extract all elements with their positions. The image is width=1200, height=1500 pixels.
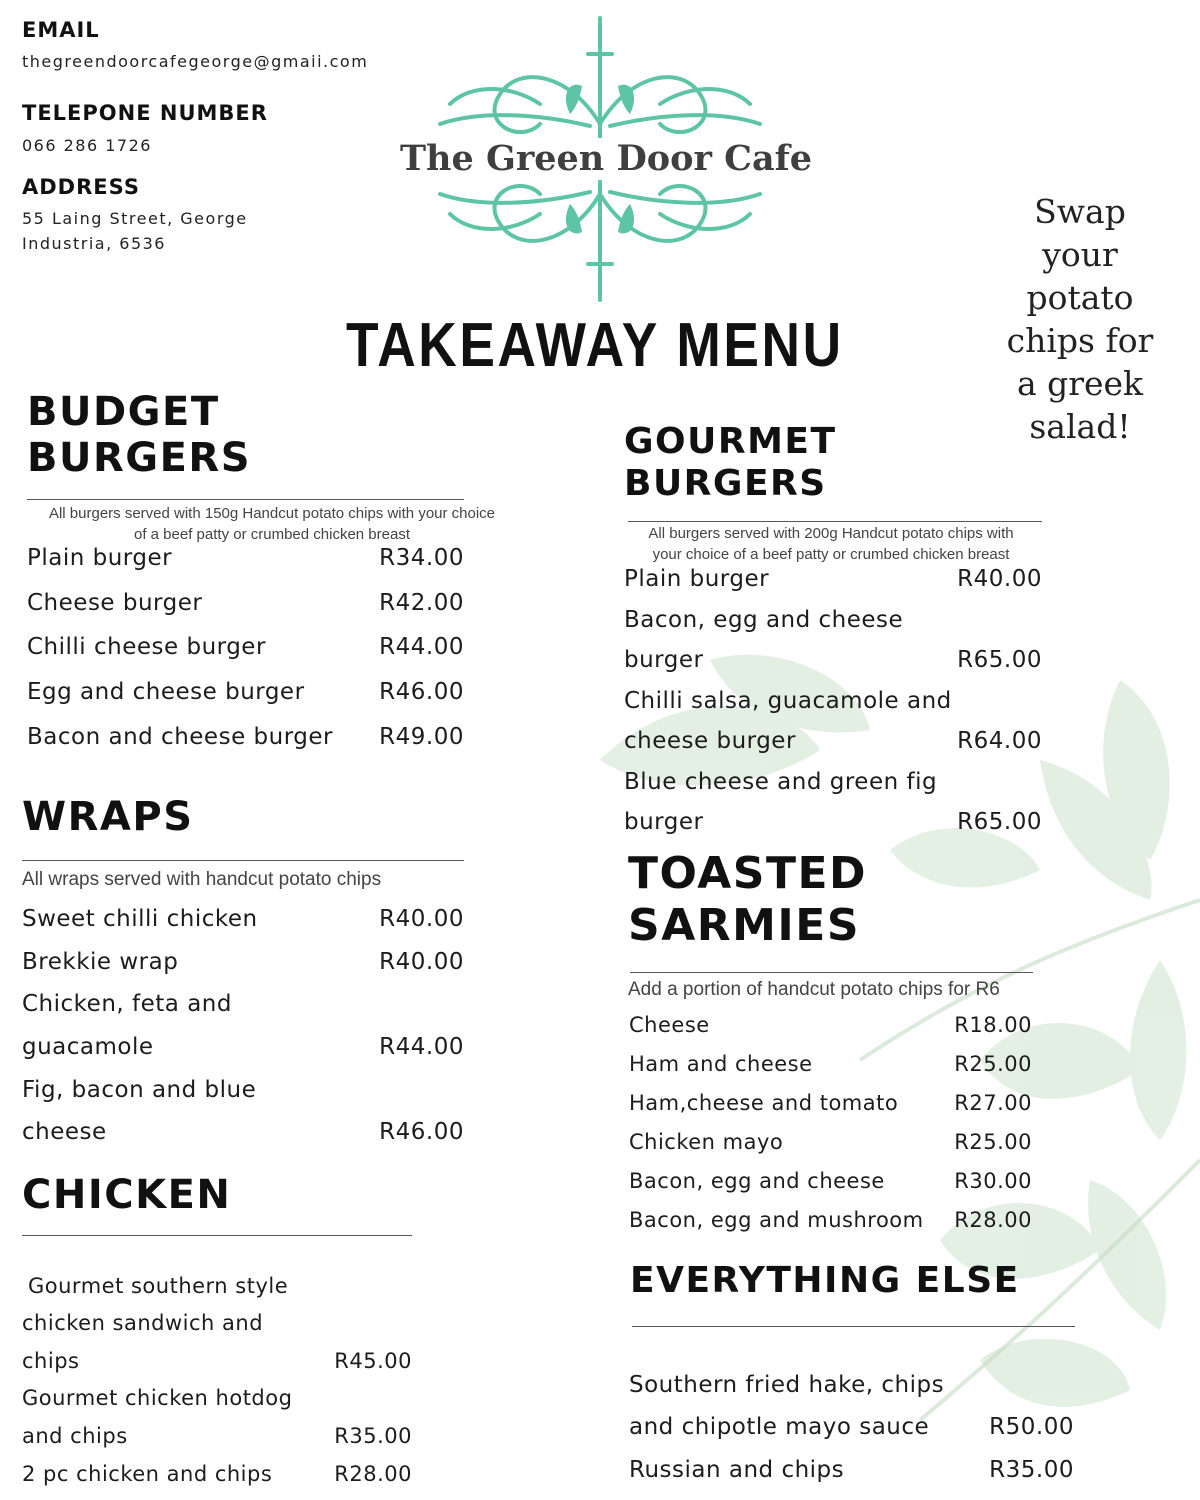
- address-line-2: Industria, 6536: [22, 234, 166, 253]
- menu-item-name: Russian and chips: [629, 1457, 845, 1483]
- menu-item-price: R28.00: [954, 1208, 1032, 1232]
- menu-item-price: R35.00: [989, 1457, 1074, 1483]
- menu-item-name: Cheese burger: [27, 590, 203, 616]
- note-line: All burgers served with 150g Handcut potato chips with your choice: [48, 505, 496, 522]
- menu-item-name: Chicken, feta and: [22, 991, 232, 1017]
- page-title: TAKEAWAY MENU: [346, 311, 844, 380]
- menu-item-name: burger: [624, 647, 704, 673]
- menu-item-name: Fig, bacon and blue: [22, 1077, 257, 1103]
- menu-item-price: R30.00: [954, 1169, 1032, 1193]
- phone-number[interactable]: 066 286 1726: [22, 136, 152, 155]
- menu-item-name: Plain burger: [624, 566, 770, 592]
- menu-item-price: R40.00: [957, 566, 1042, 592]
- section-title-line: GOURMET: [624, 421, 837, 462]
- section-title-line: SARMIES: [628, 900, 861, 951]
- menu-item-name: chicken sandwich and: [22, 1311, 264, 1335]
- menu-item-price: R25.00: [954, 1052, 1032, 1076]
- email-label: EMAIL: [22, 18, 100, 42]
- cafe-name: The Green Door Cafe: [400, 138, 812, 179]
- menu-item-name: Sweet chilli chicken: [22, 906, 258, 932]
- menu-item-price: R42.00: [379, 590, 464, 616]
- menu-item-name: Bacon, egg and mushroom: [629, 1208, 924, 1232]
- menu-item-name: Ham and cheese: [629, 1052, 813, 1076]
- menu-item-name: Southern fried hake, chips: [629, 1372, 945, 1398]
- menu-item-name: Chilli salsa, guacamole and: [624, 688, 952, 714]
- menu-item-name: Gourmet southern style: [28, 1274, 289, 1298]
- section-title-chicken: CHICKEN: [22, 1172, 232, 1218]
- divider: [628, 521, 1042, 522]
- menu-item-name: and chips: [22, 1424, 128, 1448]
- menu-item-name: Ham,cheese and tomato: [629, 1091, 899, 1115]
- address-label: ADDRESS: [22, 175, 140, 199]
- menu-item-name: Gourmet chicken hotdog: [22, 1386, 293, 1410]
- menu-item-price: R64.00: [957, 728, 1042, 754]
- menu-item-name: chips: [22, 1349, 80, 1373]
- section-title-line: BURGERS: [27, 435, 252, 481]
- menu-item-price: R65.00: [957, 809, 1042, 835]
- menu-item-price: R49.00: [379, 724, 464, 750]
- menu-item-price: R44.00: [379, 634, 464, 660]
- menu-item-price: R25.00: [954, 1130, 1032, 1154]
- menu-item-price: R28.00: [334, 1462, 412, 1486]
- side-note-line: your: [1042, 235, 1118, 274]
- phone-label: TELEPONE NUMBER: [22, 101, 268, 125]
- section-note: All wraps served with handcut potato chips: [22, 869, 382, 890]
- menu-item-name: cheese: [22, 1119, 107, 1145]
- section-title-gourmet-burgers: [624, 421, 837, 505]
- menu-item-name: cheese burger: [624, 728, 796, 754]
- menu-item-name: Egg and cheese burger: [27, 679, 305, 705]
- menu-item-name: Blue cheese and green fig: [624, 769, 938, 795]
- divider: [27, 499, 464, 500]
- section-note: Add a portion of handcut potato chips for R6: [628, 979, 1000, 1000]
- menu-item-name: Chicken mayo: [629, 1130, 784, 1154]
- side-note-line: potato: [1026, 278, 1134, 317]
- menu-item-price: R35.00: [334, 1424, 412, 1448]
- menu-item-price: R46.00: [379, 1119, 464, 1145]
- menu-item-name: burger: [624, 809, 704, 835]
- section-title-line: TOASTED: [628, 848, 868, 899]
- address-line-1: 55 Laing Street, George: [22, 209, 248, 228]
- menu-item-name: Plain burger: [27, 545, 173, 571]
- menu-item-name: and chipotle mayo sauce: [629, 1414, 930, 1440]
- menu-item-name: Bacon and cheese burger: [27, 724, 333, 750]
- divider: [22, 860, 464, 861]
- menu-item-price: R40.00: [379, 906, 464, 932]
- side-note-line: Swap: [1034, 192, 1126, 231]
- menu-item-price: R40.00: [379, 949, 464, 975]
- side-note-line: a greek: [1016, 364, 1144, 403]
- section-note: [624, 523, 1038, 565]
- side-note-line: salad!: [1029, 407, 1131, 446]
- menu-item-name: 2 pc chicken and chips: [22, 1462, 273, 1486]
- menu-item-price: R46.00: [379, 679, 464, 705]
- menu-item-price: R27.00: [954, 1091, 1032, 1115]
- note-line: of a beef patty or crumbed chicken breast: [134, 526, 410, 543]
- menu-item-price: R44.00: [379, 1034, 464, 1060]
- menu-item-price: R65.00: [957, 647, 1042, 673]
- divider: [22, 1235, 412, 1236]
- email-address[interactable]: thegreendoorcafegeorge@gmaii.com: [22, 52, 369, 71]
- menu-item-name: Bacon, egg and cheese: [629, 1169, 885, 1193]
- divider: [632, 1326, 1075, 1327]
- section-title-budget-burgers: [27, 389, 251, 481]
- menu-item-name: Bacon, egg and cheese: [624, 607, 904, 633]
- menu-item-name: Brekkie wrap: [22, 949, 179, 975]
- menu-item-price: R50.00: [989, 1414, 1074, 1440]
- menu-item-name: Chilli cheese burger: [27, 634, 266, 660]
- menu-item-price: R34.00: [379, 545, 464, 571]
- section-title-toasted-sarmies: [628, 848, 867, 952]
- side-note-line: chips for: [1006, 321, 1154, 360]
- section-note: [27, 503, 517, 545]
- menu-item-name: guacamole: [22, 1034, 154, 1060]
- side-note: [980, 190, 1180, 448]
- note-line: All burgers served with 200g Handcut potato chips with: [648, 525, 1014, 542]
- menu-item-name: Cheese: [629, 1013, 710, 1037]
- menu-item-price: R45.00: [334, 1349, 412, 1373]
- section-title-line: BUDGET: [27, 389, 220, 435]
- divider: [630, 972, 1033, 973]
- menu-item-price: R18.00: [954, 1013, 1032, 1037]
- note-line: your choice of a beef patty or crumbed chicken breast: [652, 546, 1010, 563]
- section-title-line: BURGERS: [624, 463, 827, 504]
- section-title-everything-else: EVERYTHING ELSE: [630, 1260, 1020, 1301]
- section-title-wraps: WRAPS: [22, 794, 194, 840]
